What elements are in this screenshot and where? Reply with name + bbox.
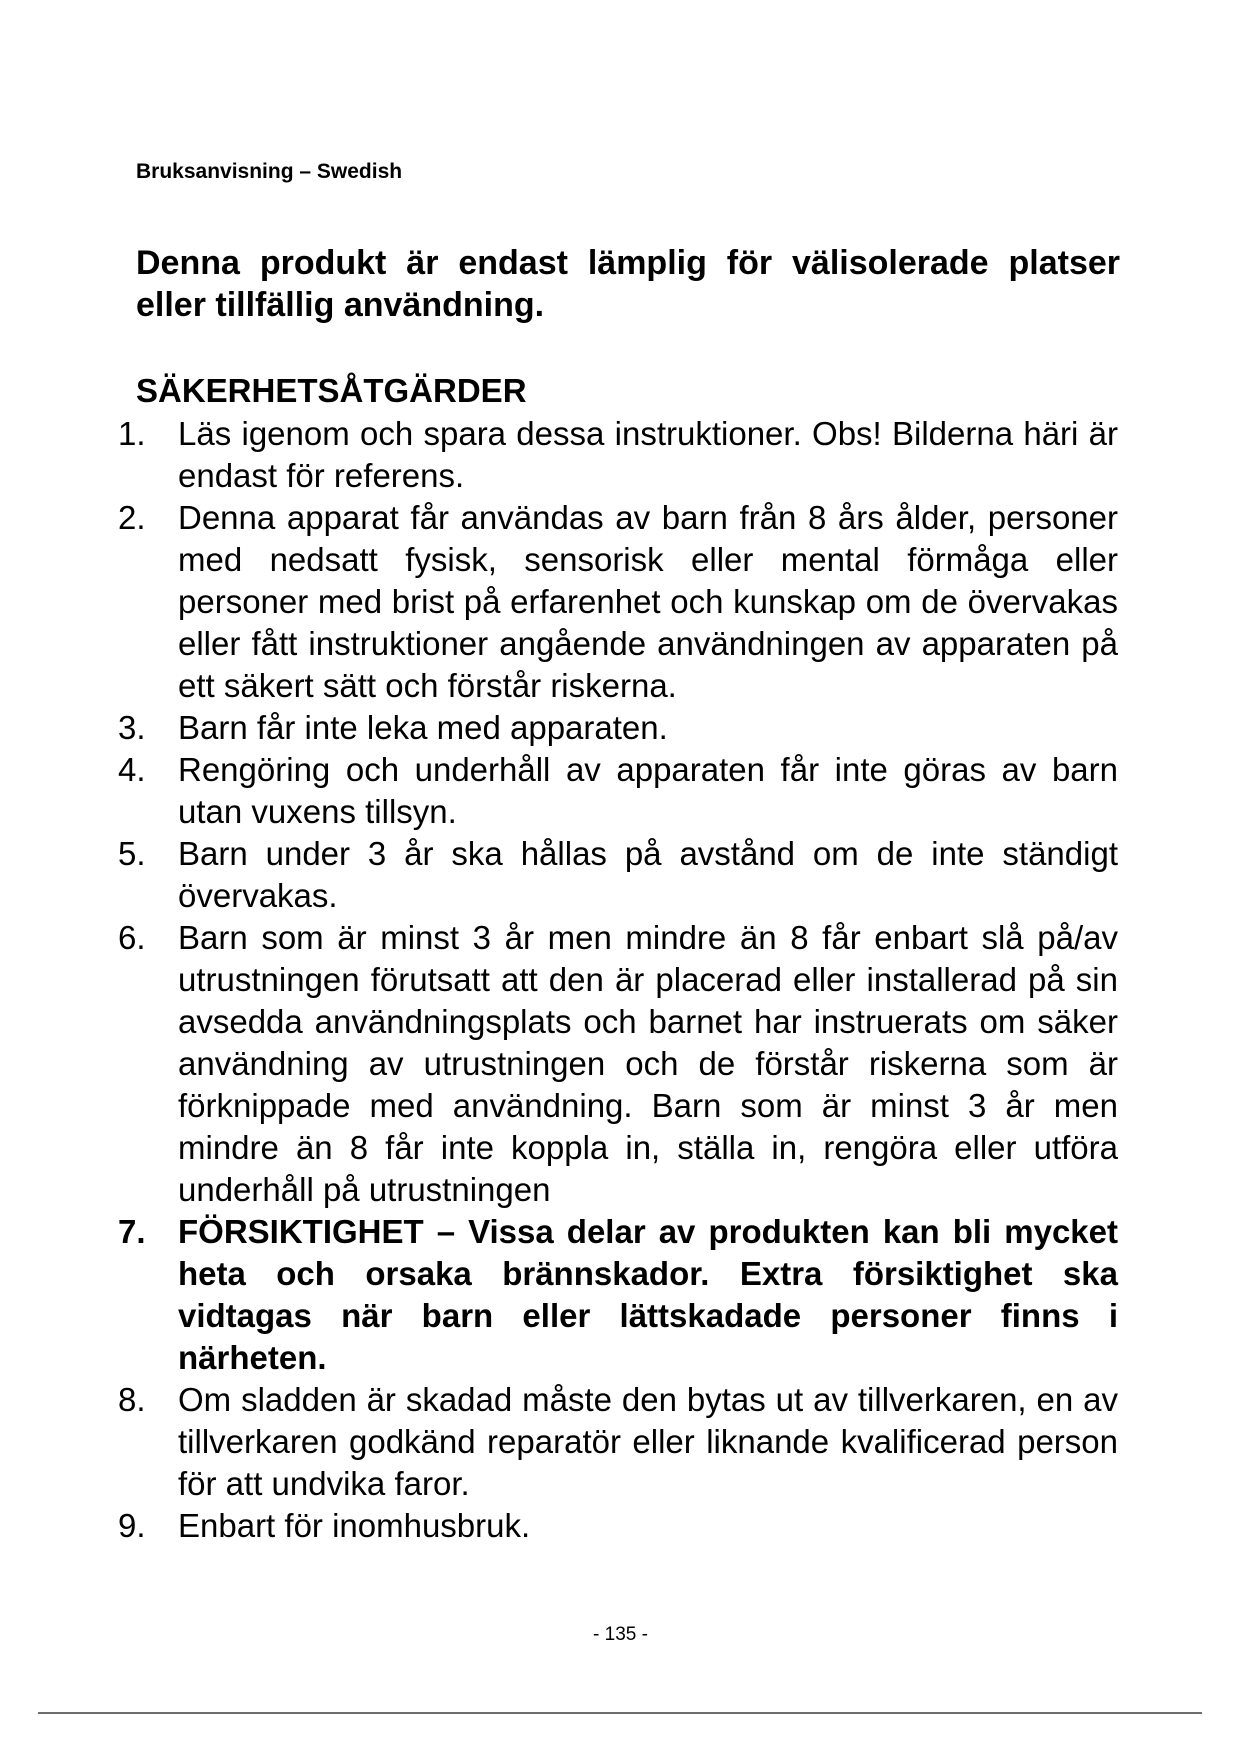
item-number: 9. <box>118 1507 146 1544</box>
item-number: 6. <box>118 919 146 956</box>
list-item-1 <box>118 413 1118 497</box>
footer-divider <box>38 1712 1202 1714</box>
section-title: SÄKERHETSÅTGÄRDER <box>136 372 527 409</box>
intro-warning: Denna produkt är endast lämplig för välisolerade platser eller tillfällig användning. <box>136 244 1120 324</box>
item-number: 4. <box>118 751 146 788</box>
item-number: 8. <box>118 1381 146 1418</box>
item-text: Enbart för inomhusbruk. <box>178 1507 531 1544</box>
list-item-3 <box>118 707 1118 749</box>
list-item-7-warning <box>118 1211 1118 1379</box>
item-text: Barn får inte leka med apparaten. <box>178 709 668 746</box>
list-item-9 <box>118 1505 1118 1547</box>
item-text: Läs igenom och spara dessa instruktioner. Obs! Bilderna häri är endast för referens. <box>178 415 1118 494</box>
item-text: Barn under 3 år ska hållas på avstånd om de inte ständigt övervakas. <box>178 835 1118 914</box>
list-item-5 <box>118 833 1118 917</box>
item-text: Rengöring och underhåll av apparaten får inte göras av barn utan vuxens tillsyn. <box>178 751 1118 830</box>
list-item-6 <box>118 917 1118 1211</box>
list-item-2 <box>118 497 1118 707</box>
item-number: 7. <box>118 1213 146 1250</box>
list-item-8 <box>118 1379 1118 1505</box>
item-text: Om sladden är skadad måste den bytas ut av tillverkaren, en av tillverkaren godkänd reparatör eller liknande kvalificerad person för att undvika faror. <box>178 1381 1118 1502</box>
item-number: 1. <box>118 415 146 452</box>
document-header-label: Bruksanvisning – Swedish <box>136 160 403 183</box>
item-number: 5. <box>118 835 146 872</box>
item-text: Denna apparat får användas av barn från 8 års ålder, personer med nedsatt fysisk, sensorisk eller mental förmåga eller personer med brist på erfarenhet och kunskap om de övervakas eller fått instruktioner angående användningen av apparaten på ett säkert sätt och förstår riskerna. <box>178 499 1118 704</box>
item-number: 2. <box>118 499 146 536</box>
item-text: Barn som är minst 3 år men mindre än 8 får enbart slå på/av utrustningen förutsatt att den är placerad eller installerad på sin avsedda användningsplats och barnet har instruerats om säker användning av utrustningen och de förstår riskerna som är förknippade med användning. Barn som är minst 3 år men mindre än 8 får inte koppla in, ställa in, rengöra eller utföra underhåll på utrustningen <box>178 919 1118 1208</box>
safety-list <box>118 413 1118 1547</box>
page-number: - 135 - <box>593 1624 648 1645</box>
item-text: FÖRSIKTIGHET – Vissa delar av produkten kan bli mycket heta och orsaka brännskador. Extra försiktighet ska vidtagas när barn eller lättskadade personer finns i närheten. <box>178 1213 1118 1376</box>
list-item-4 <box>118 749 1118 833</box>
item-number: 3. <box>118 709 146 746</box>
